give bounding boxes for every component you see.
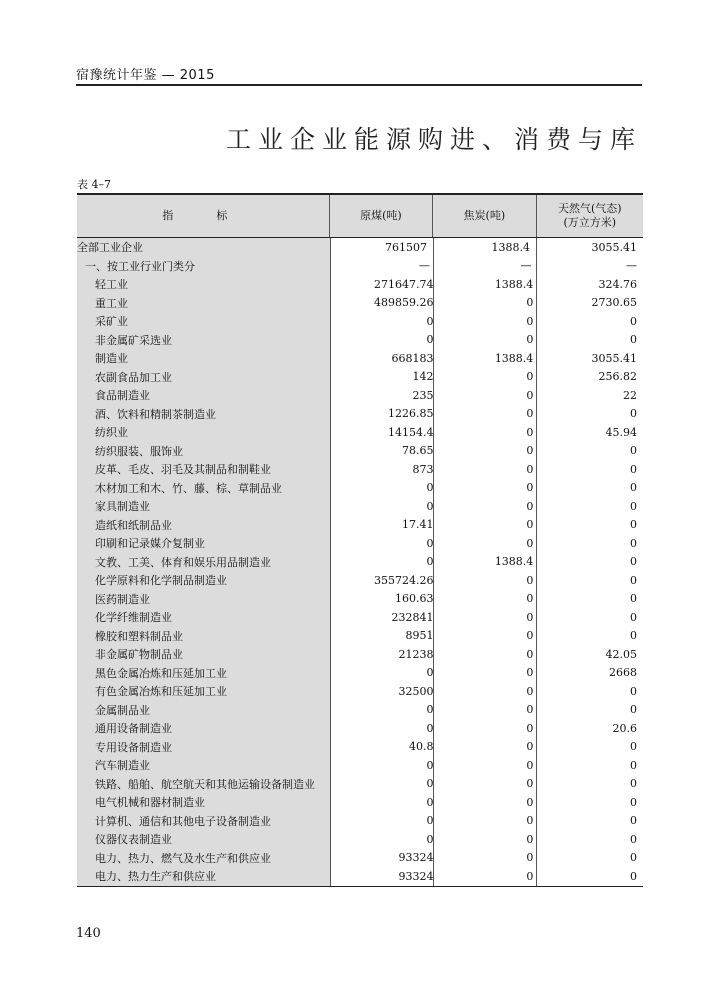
table-row [77, 349, 643, 368]
row-coal-value: 21238 [398, 647, 434, 661]
row-coal-value: 32500 [398, 684, 434, 698]
row-indicator: 木材加工和木、竹、藤、棕、草制品业 [95, 481, 282, 495]
row-gas-value: 42.05 [605, 647, 637, 661]
table-row [77, 423, 643, 442]
row-coal-value: 0 [426, 721, 434, 735]
header-natural-gas [536, 195, 643, 237]
row-gas-value: 0 [630, 518, 637, 532]
row-coke-value: 0 [526, 388, 534, 402]
row-gas-value: 0 [630, 499, 637, 513]
row-coke-value: 0 [526, 777, 534, 791]
page-title: 工业企业能源购进、消费与库 [225, 125, 642, 154]
row-indicator: 电力、热力、燃气及水生产和供应业 [95, 851, 271, 865]
table-row [77, 331, 643, 350]
table-row [77, 793, 643, 812]
row-indicator: 食品制造业 [95, 389, 150, 403]
row-gas-value: 0 [630, 684, 637, 698]
row-coke-value: 0 [526, 869, 534, 883]
row-indicator: 文教、工美、体育和娱乐用品制造业 [95, 555, 271, 569]
table-row [77, 608, 643, 627]
table-row [77, 497, 643, 516]
row-indicator: 纺织服装、服饰业 [95, 444, 183, 458]
row-indicator: 化学纤维制造业 [95, 611, 172, 625]
row-coal-value: 873 [412, 462, 434, 476]
row-coke-value: 0 [526, 814, 534, 828]
row-coke-value: 0 [526, 795, 534, 809]
table-row [77, 664, 643, 683]
row-coke-value: — [520, 259, 532, 273]
row-coke-value: 0 [526, 610, 534, 624]
row-coke-value: 0 [526, 758, 534, 772]
row-coke-value: 0 [526, 314, 534, 328]
row-indicator: 化学原料和化学制品制造业 [95, 574, 227, 588]
row-coal-value: 0 [426, 481, 434, 495]
header-rule [76, 84, 642, 86]
row-coal-value: 0 [426, 536, 434, 550]
row-indicator: 计算机、通信和其他电子设备制造业 [95, 814, 271, 828]
row-indicator: 黑色金属冶炼和压延加工业 [95, 666, 227, 680]
row-gas-value: 0 [630, 629, 637, 643]
row-coke-value: 0 [526, 647, 534, 661]
row-indicator: 电力、热力生产和供应业 [95, 870, 216, 884]
table-row [77, 645, 643, 664]
row-indicator: 造纸和纸制品业 [95, 518, 172, 532]
table-row [77, 294, 643, 313]
table-row [77, 682, 643, 701]
row-coal-value: 761507 [385, 240, 427, 254]
row-coke-value: 0 [526, 518, 534, 532]
row-coal-value: 14154.4 [388, 425, 434, 439]
row-gas-value: 0 [630, 444, 637, 458]
row-indicator: 橡胶和塑料制品业 [95, 629, 183, 643]
row-coke-value: 0 [526, 832, 534, 846]
row-indicator: 非金属矿物制品业 [95, 648, 183, 662]
row-coke-value: 0 [526, 740, 534, 754]
row-coal-value: 17.41 [402, 518, 434, 532]
row-coal-value: 235 [412, 388, 434, 402]
row-indicator: 纺织业 [95, 426, 128, 440]
table-row [77, 738, 643, 757]
row-gas-value: — [626, 259, 637, 273]
row-coal-value: 8951 [405, 629, 434, 643]
row-gas-value: 0 [630, 314, 637, 328]
table-row [77, 812, 643, 831]
row-coal-value: 0 [426, 555, 434, 569]
header-coke: 焦炭(吨) [432, 195, 535, 237]
header-gas-line1: 天然气(气态) [557, 202, 622, 215]
row-indicator: 皮革、毛皮、羽毛及其制品和制鞋业 [95, 463, 271, 477]
row-coke-value: 0 [526, 499, 534, 513]
row-indicator: 酒、饮料和精制茶制造业 [95, 407, 216, 421]
page-number: 140 [76, 926, 101, 941]
row-indicator: 采矿业 [95, 315, 128, 329]
row-coal-value: 0 [426, 832, 434, 846]
table-body [77, 238, 643, 887]
table-row [77, 756, 643, 775]
table-row [77, 238, 643, 257]
row-indicator: 专用设备制造业 [95, 740, 172, 754]
table-row [77, 479, 643, 498]
row-gas-value: 0 [630, 851, 637, 865]
row-coke-value: 0 [526, 592, 534, 606]
row-coke-value: 0 [526, 333, 534, 347]
row-coal-value: 93324 [398, 851, 434, 865]
row-coal-value: 40.8 [409, 740, 434, 754]
table-row [77, 516, 643, 535]
row-indicator: 非金属矿采选业 [95, 333, 172, 347]
row-indicator: 有色金属冶炼和压延加工业 [95, 685, 227, 699]
table-row [77, 460, 643, 479]
row-coke-value: 0 [526, 666, 534, 680]
row-gas-value: 20.6 [612, 721, 637, 735]
row-indicator: 重工业 [95, 296, 128, 310]
row-coal-value: 93324 [398, 869, 434, 883]
row-coke-value: 0 [526, 573, 534, 587]
row-coke-value: 0 [526, 370, 534, 384]
row-coke-value: 0 [526, 425, 534, 439]
row-coal-value: 0 [426, 758, 434, 772]
row-gas-value: 0 [630, 592, 637, 606]
row-indicator: 一、按工业行业门类分 [85, 259, 195, 273]
row-coke-value: 0 [526, 703, 534, 717]
row-gas-value: 0 [630, 777, 637, 791]
row-indicator: 电气机械和器材制造业 [95, 796, 205, 810]
table-header-row [77, 193, 643, 238]
row-gas-value: 0 [630, 814, 637, 828]
table-row [77, 571, 643, 590]
row-gas-value: 0 [630, 758, 637, 772]
row-coke-value: 0 [526, 851, 534, 865]
row-coal-value: 0 [426, 333, 434, 347]
row-coke-value: 1388.4 [491, 240, 530, 254]
table-row [77, 534, 643, 553]
row-indicator: 汽车制造业 [95, 759, 150, 773]
row-coal-value: 232841 [391, 610, 434, 624]
row-gas-value: 0 [630, 832, 637, 846]
row-indicator: 铁路、船舶、航空航天和其他运输设备制造业 [95, 777, 315, 791]
row-indicator: 农副食品加工业 [95, 370, 172, 384]
row-indicator: 轻工业 [95, 278, 128, 292]
row-gas-value: 3055.41 [591, 351, 637, 365]
table-row [77, 312, 643, 331]
row-gas-value: 0 [630, 610, 637, 624]
row-coal-value: 355724.26 [374, 573, 434, 587]
table-id: 表 4–7 [77, 178, 111, 191]
row-coal-value: 0 [426, 666, 434, 680]
row-gas-value: 2730.65 [591, 296, 637, 310]
row-gas-value: 0 [630, 333, 637, 347]
row-coke-value: 0 [526, 629, 534, 643]
row-coal-value: 0 [426, 777, 434, 791]
row-coke-value: 0 [526, 721, 534, 735]
row-coal-value: 0 [426, 314, 434, 328]
row-coal-value: — [418, 259, 430, 273]
row-gas-value: 0 [630, 740, 637, 754]
row-coke-value: 1388.4 [494, 555, 534, 569]
running-head: 宿豫统计年鉴 — 2015 [76, 68, 215, 83]
row-coal-value: 78.65 [402, 444, 434, 458]
row-gas-value: 0 [630, 555, 637, 569]
table-row [77, 849, 643, 868]
row-coke-value: 0 [526, 481, 534, 495]
row-gas-value: 0 [630, 481, 637, 495]
table-row [77, 386, 643, 405]
header-coal: 原煤(吨) [329, 195, 432, 237]
table-row [77, 442, 643, 461]
row-indicator: 印刷和记录媒介复制业 [95, 537, 205, 551]
row-coke-value: 0 [526, 536, 534, 550]
row-indicator: 仪器仪表制造业 [95, 833, 172, 847]
row-gas-value: 0 [630, 407, 637, 421]
row-gas-value: 2668 [609, 666, 637, 680]
row-coke-value: 0 [526, 296, 534, 310]
row-gas-value: 22 [623, 388, 637, 402]
row-coal-value: 271647.74 [374, 277, 434, 291]
row-gas-value: 0 [630, 536, 637, 550]
table-row [77, 257, 643, 276]
row-gas-value: 0 [630, 703, 637, 717]
table-row [77, 830, 643, 849]
row-coal-value: 0 [426, 499, 434, 513]
row-coke-value: 1388.4 [494, 277, 534, 291]
row-gas-value: 0 [630, 795, 637, 809]
row-coal-value: 0 [426, 795, 434, 809]
row-gas-value: 324.76 [598, 277, 637, 291]
row-coke-value: 1388.4 [494, 351, 534, 365]
row-coal-value: 142 [412, 370, 434, 384]
row-coal-value: 160.63 [395, 592, 434, 606]
row-coke-value: 0 [526, 444, 534, 458]
energy-table [77, 193, 643, 887]
row-gas-value: 3055.41 [591, 240, 637, 254]
table-row [77, 627, 643, 646]
row-coke-value: 0 [526, 684, 534, 698]
table-row [77, 553, 643, 572]
row-gas-value: 0 [630, 869, 637, 883]
table-row [77, 719, 643, 738]
header-indicator: 指 标 [162, 209, 244, 222]
row-coke-value: 0 [526, 407, 534, 421]
row-indicator: 金属制品业 [95, 703, 150, 717]
row-coke-value: 0 [526, 462, 534, 476]
row-gas-value: 0 [630, 573, 637, 587]
table-row [77, 590, 643, 609]
row-indicator: 制造业 [95, 352, 128, 366]
row-coal-value: 489859.26 [374, 296, 434, 310]
header-gas-line2: (万立方米) [563, 216, 617, 229]
table-row [77, 368, 643, 387]
row-coal-value: 1226.85 [388, 407, 434, 421]
row-indicator: 通用设备制造业 [95, 722, 172, 736]
row-coal-value: 0 [426, 703, 434, 717]
row-coal-value: 668183 [391, 351, 434, 365]
row-indicator: 家具制造业 [95, 500, 150, 514]
row-indicator: 医药制造业 [95, 592, 150, 606]
row-gas-value: 0 [630, 462, 637, 476]
row-gas-value: 45.94 [605, 425, 637, 439]
row-coal-value: 0 [426, 814, 434, 828]
table-row [77, 405, 643, 424]
row-indicator: 全部工业企业 [77, 241, 143, 255]
row-gas-value: 256.82 [598, 370, 637, 384]
table-row [77, 775, 643, 794]
table-row [77, 701, 643, 720]
table-row [77, 867, 643, 886]
table-row [77, 275, 643, 294]
